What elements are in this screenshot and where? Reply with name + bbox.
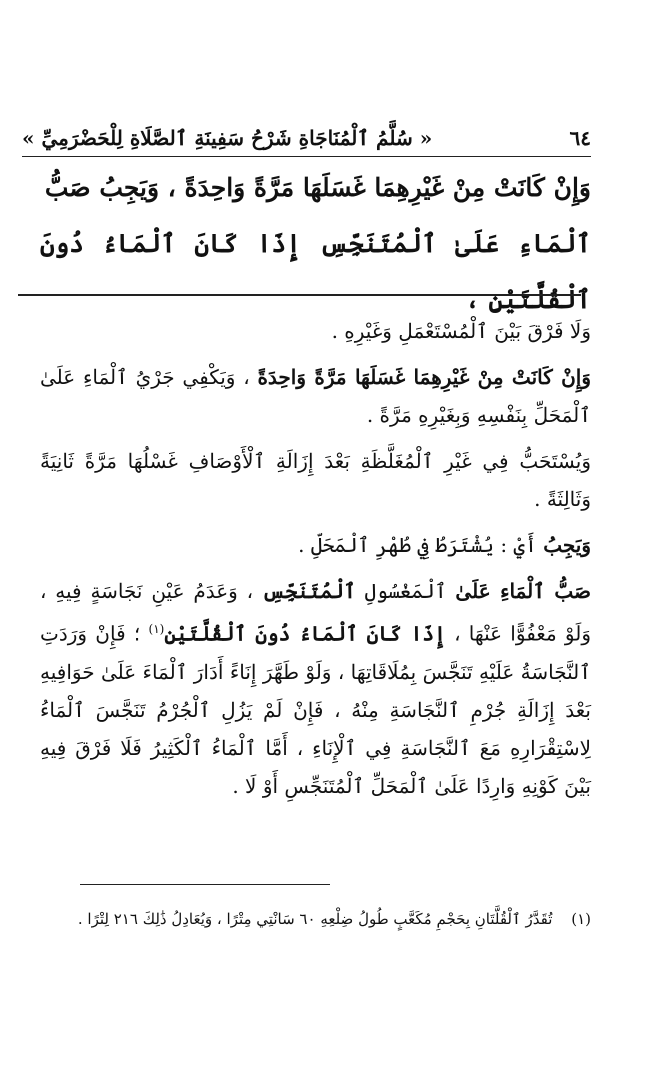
quoted-matn: وَيَجِبُ [543, 533, 591, 557]
paragraph-text: ، وَيَكْفِي جَرْيُ ٱلْمَاءِ عَلَىٰ ٱلْمَحَلِّ بِنَفْسِهِ وَبِغَيْرِهِ مَرَّةً . [40, 365, 591, 427]
paragraph-text: ؛ فَإِنْ وَرَدَتِ ٱلنَّجَاسَةُ عَلَيْهِ تَنَجَّسَ بِمُلَاقَاتِهَا ، وَلَوْ طَهَّرَ إِنَاءً أَدَارَ ٱلْمَاءَ عَلَىٰ حَوَافِيهِ بَعْدَ إِزَالَةِ جُرْمِ ٱلنَّجَاسَةِ مِنْهُ ، فَإِنْ لَمْ يَزُلِ ٱلْجُرْمُ تَنَجَّسَ ٱلْمَاءُ لِاسْتِقْرَارِهِ مَعَ ٱلنَّجَاسَةِ فِي ٱلْإِنَاءِ ، أَمَّا ٱلْمَاءُ ٱلْكَثِيرُ فَلَا فَرْقَ فِيهِ بَيْنَ كَوْنِهِ وَارِدًا عَلَىٰ ٱلْمَحَلِّ ٱلْمُتَنَجِّسِ أَوْ لَا . [40, 621, 591, 798]
page-header [22, 114, 591, 157]
matn-line: ٱلْمَاءِ عَلَىٰ ٱلْمُتَنَجِّسِ إِذَا كَانَ ٱلْمَاءُ دُونَ ٱلْقُلَّتَيْنِ ، [40, 229, 591, 314]
commentary-paragraph [40, 526, 591, 564]
footnote-reference: (١) [148, 622, 165, 636]
quoted-matn: ٱلْمُتَنَجِّسِ [261, 579, 356, 603]
page-number: ٦٤ [569, 126, 591, 150]
paragraph-text: وَلَا فَرْقَ بَيْنَ ٱلْمُسْتَعْمَلِ وَغَيْرِهِ . [331, 319, 591, 343]
footnote-number: (١) [571, 910, 591, 928]
quoted-matn: إِذَا كَانَ ٱلْمَاءُ دُونَ ٱلْقُلَّتَيْنِ [164, 621, 446, 646]
commentary-paragraph [40, 572, 591, 805]
footnote-text: تُقَدَّرُ ٱلْقُلَّتَانِ بِحَجْمِ مُكَعَّبٍ طُولُ ضِلْعِهِ ٦٠ سَانْتِي مِتْرًا ، وَيُعَادِلُ ذَٰلِكَ ٢١٦ لِتْرًا . [77, 910, 553, 928]
commentary-paragraph [40, 312, 591, 350]
paragraph-text: وَيُسْتَحَبُّ فِي غَيْرِ ٱلْمُغَلَّظَةِ بَعْدَ إِزَالَةِ ٱلْأَوْصَافِ غَسْلُهَا مَرَّةً ثَانِيَةً وَثَالِثَةً . [40, 449, 591, 511]
running-title: « سُلَّمُ ٱلْمُنَاجَاةِ شَرْحُ سَفِينَةِ ٱلصَّلَاةِ لِلْحَضْرَمِيِّ » [22, 126, 433, 150]
matn-text [40, 160, 591, 328]
paragraph-text: ٱلْمَغْسُولِ [364, 579, 447, 603]
footnote-divider [80, 884, 330, 885]
commentary-paragraph [40, 358, 591, 434]
matn-divider [18, 294, 581, 296]
quoted-matn: صَبُّ ٱلْمَاءِ عَلَىٰ [455, 579, 592, 603]
paragraph-text: أَيْ : يُشْتَرَطُ فِي طُهْرِ ٱلْمَحَلِّ . [298, 533, 537, 557]
commentary-text [40, 312, 591, 813]
matn-line: وَإِنْ كَانَتْ مِنْ غَيْرِهِمَا غَسَلَهَا مَرَّةً وَاحِدَةً ، وَيَجِبُ صَبُّ [44, 173, 591, 202]
commentary-paragraph [40, 442, 591, 518]
paragraph-text: ، وَعَدَمُ عَيْنِ نَجَاسَةٍ فِيهِ ، وَلَوْ مَعْفُوًّا عَنْهَا ، [40, 579, 592, 646]
footnote [30, 906, 591, 932]
quoted-matn: وَإِنْ كَانَتْ مِنْ غَيْرِهِمَا غَسَلَهَا مَرَّةً وَاحِدَةً [257, 365, 592, 389]
